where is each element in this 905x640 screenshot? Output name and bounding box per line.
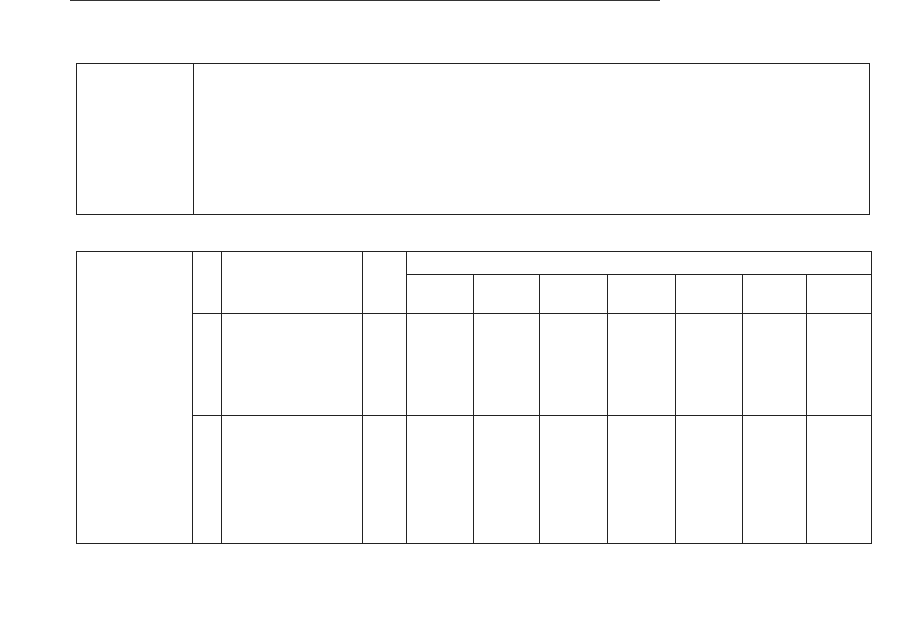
top-text-block: [194, 64, 869, 68]
table-row: [77, 416, 872, 544]
col-header-year: [540, 275, 608, 314]
indicator-unit: [363, 416, 407, 544]
col-header-year: [407, 275, 474, 314]
indicator-value: [676, 416, 743, 544]
top-text-cell: [194, 64, 870, 215]
previous-section-table: [76, 63, 870, 215]
col-header-unit: [363, 252, 407, 314]
col-header-group: [407, 252, 872, 275]
top-edge-line: [70, 0, 660, 1]
table-row: [77, 314, 872, 416]
target-indicators-table: [76, 251, 872, 544]
col-header-year: [474, 275, 540, 314]
col-header-year: [676, 275, 743, 314]
row-label-cell: [77, 252, 193, 544]
indicator-value: [540, 416, 608, 544]
indicator-value: [743, 314, 807, 416]
indicator-unit: [363, 314, 407, 416]
col-header-year: [608, 275, 676, 314]
row-number: [193, 416, 222, 544]
indicator-value: [407, 416, 474, 544]
indicator-value: [474, 314, 540, 416]
indicator-value: [608, 416, 676, 544]
indicator-value: [807, 416, 872, 544]
col-header-name: [222, 252, 363, 314]
indicator-value: [743, 416, 807, 544]
row-number: [193, 314, 222, 416]
indicator-name: [222, 416, 363, 544]
indicator-value: [474, 416, 540, 544]
col-header-num: [193, 252, 222, 314]
indicator-value: [407, 314, 474, 416]
indicator-value: [608, 314, 676, 416]
col-header-year: [807, 275, 872, 314]
indicator-name: [222, 314, 363, 416]
indicator-value: [807, 314, 872, 416]
empty-label-cell: [77, 64, 194, 215]
indicator-value: [540, 314, 608, 416]
col-header-year: [743, 275, 807, 314]
indicator-value: [676, 314, 743, 416]
